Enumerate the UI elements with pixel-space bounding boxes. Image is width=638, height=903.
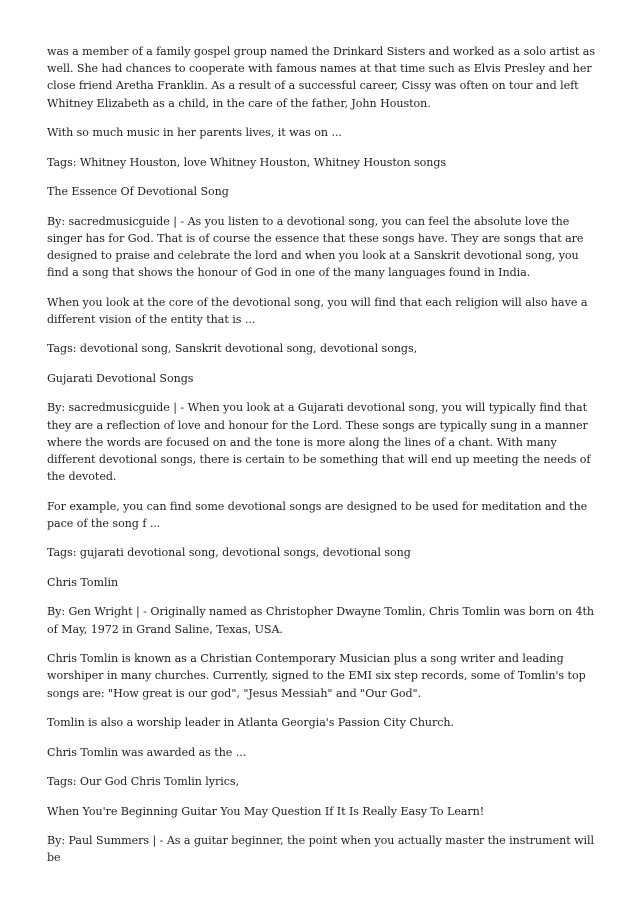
article-tags: Tags: Whitney Houston, love Whitney Houston, Whitney Houston songs bbox=[47, 155, 447, 169]
article-title: Gujarati Devotional Songs bbox=[47, 371, 194, 385]
article-byline-paragraph: By: sacredmusicguide | - When you look at a Gujarati devotional song, you will typically find that they are a reflection of love and honour for the Lord. These songs are typically sung in a manner where the words are focused on and the tone is more along the lines of a chant. With many different devotional songs, there is certain to be something that will end up meeting the needs of the devoted. bbox=[47, 401, 591, 484]
article-text-paragraph: Chris Tomlin is known as a Christian Contemporary Musician plus a song writer and leading worshiper in many churches. Currently, signed to the EMI six step records, some of Tomlin's top songs are: "How great is our god", "Jesus Messiah" and "Our God". bbox=[47, 652, 586, 700]
article-byline-paragraph: By: Gen Wright | - Originally named as Christopher Dwayne Tomlin, Chris Tomlin was born on 4th of May, 1972 in Grand Saline, Texas, USA. bbox=[47, 605, 594, 636]
article-tags: Tags: gujarati devotional song, devotional songs, devotional song bbox=[47, 546, 411, 560]
article-excerpt: When you look at the core of the devotional song, you will find that each religion will also have a different vision of the entity that is ... bbox=[47, 295, 588, 326]
article-byline-paragraph: By: Paul Summers | - As a guitar beginner, the point when you actually master the instrument will be bbox=[47, 834, 595, 865]
article-text-paragraph: was a member of a family gospel group named the Drinkard Sisters and worked as a solo artist as well. She had chances to cooperate with famous names at that time such as Elvis Presley and her close friend Aretha Franklin. As a result of a successful career, Cissy was often on tour and left Whitney Elizabeth as a child, in the care of the father, John Houston. bbox=[47, 45, 595, 110]
article-title: Chris Tomlin bbox=[47, 575, 119, 589]
article-byline-paragraph: By: sacredmusicguide | - As you listen to a devotional song, you can feel the absolute love the singer has for God. That is of course the essence that these songs have. They are songs that are designed to praise and celebrate the lord and when you look at a Sanskrit devotional song, you find a song that shows the honour of God in one of the many languages found in India. bbox=[47, 214, 584, 280]
article-excerpt: Chris Tomlin was awarded as the ... bbox=[47, 745, 247, 759]
document-page bbox=[47, 43, 595, 879]
article-text-paragraph: Tomlin is also a worship leader in Atlanta Georgia's Passion City Church. bbox=[47, 716, 454, 730]
article-excerpt: With so much music in her parents lives, it was on ... bbox=[47, 126, 342, 140]
article-title: The Essence Of Devotional Song bbox=[47, 185, 229, 199]
article-title: When You're Beginning Guitar You May Question If It Is Really Easy To Learn! bbox=[47, 804, 485, 818]
article-tags: Tags: Our God Chris Tomlin lyrics, bbox=[47, 775, 240, 789]
article-tags: Tags: devotional song, Sanskrit devotional song, devotional songs, bbox=[47, 342, 418, 356]
article-excerpt: For example, you can find some devotional songs are designed to be used for meditation and the pace of the song f ... bbox=[47, 499, 588, 530]
